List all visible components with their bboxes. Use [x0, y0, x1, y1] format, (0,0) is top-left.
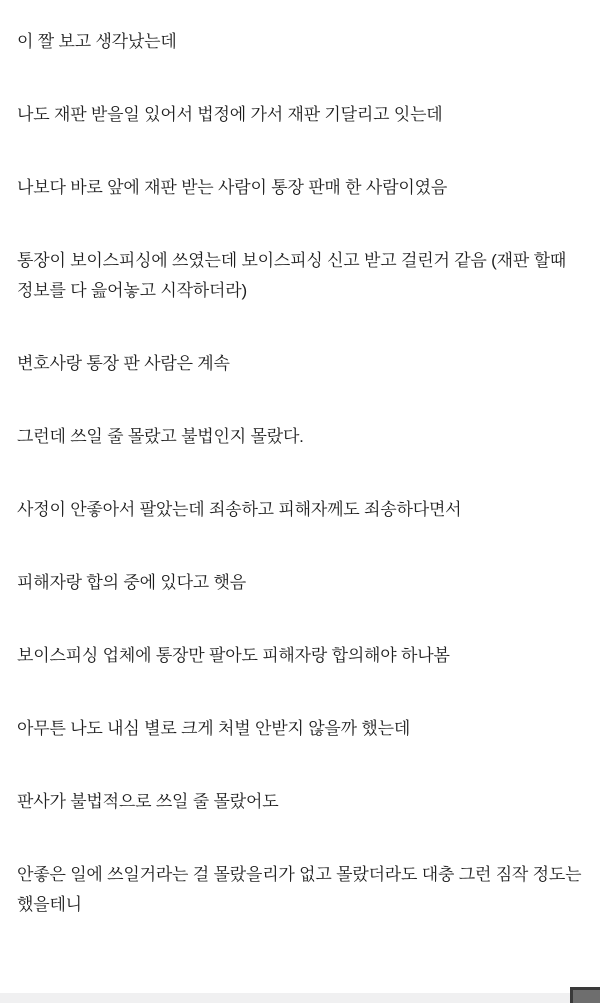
post-paragraph-7: 사정이 안좋아서 팔았는데 죄송하고 피해자께도 죄송하다면서 [17, 500, 462, 519]
post-paragraph-8: 피해자랑 합의 중에 있다고 햇음 [17, 573, 246, 592]
bottom-strip [0, 993, 600, 1003]
post-paragraph-12: 안좋은 일에 쓰일거라는 걸 몰랐을리가 없고 몰랐더라도 대충 그런 짐작 정도는 했을테니 [17, 865, 582, 914]
post-paragraph-5: 변호사랑 통장 판 사람은 계속 [17, 354, 230, 373]
post-paragraph-10: 아무튼 나도 내심 별로 크게 처벌 안받지 않을까 했는데 [17, 719, 411, 738]
post-paragraph-6: 그런데 쓰일 줄 몰랐고 불법인지 몰랐다. [17, 427, 304, 446]
post-paragraph-3: 나보다 바로 앞에 재판 받는 사람이 통장 판매 한 사람이였음 [17, 178, 448, 197]
post-paragraph-2: 나도 재판 받을일 있어서 법정에 가서 재판 기달리고 잇는데 [17, 105, 443, 124]
post-paragraph-11: 판사가 불법적으로 쓰일 줄 몰랐어도 [17, 792, 279, 811]
post-paragraph-4: 통장이 보이스피싱에 쓰였는데 보이스피싱 신고 받고 걸린거 같음 (재판 할때 정보를 다 읊어놓고 시작하더라) [17, 251, 567, 300]
post-paragraph-1: 이 짤 보고 생각났는데 [17, 32, 177, 51]
next-content-corner [570, 987, 600, 1003]
post-paragraph-9: 보이스피싱 업체에 통장만 팔아도 피해자랑 합의해야 하나봄 [17, 646, 450, 665]
